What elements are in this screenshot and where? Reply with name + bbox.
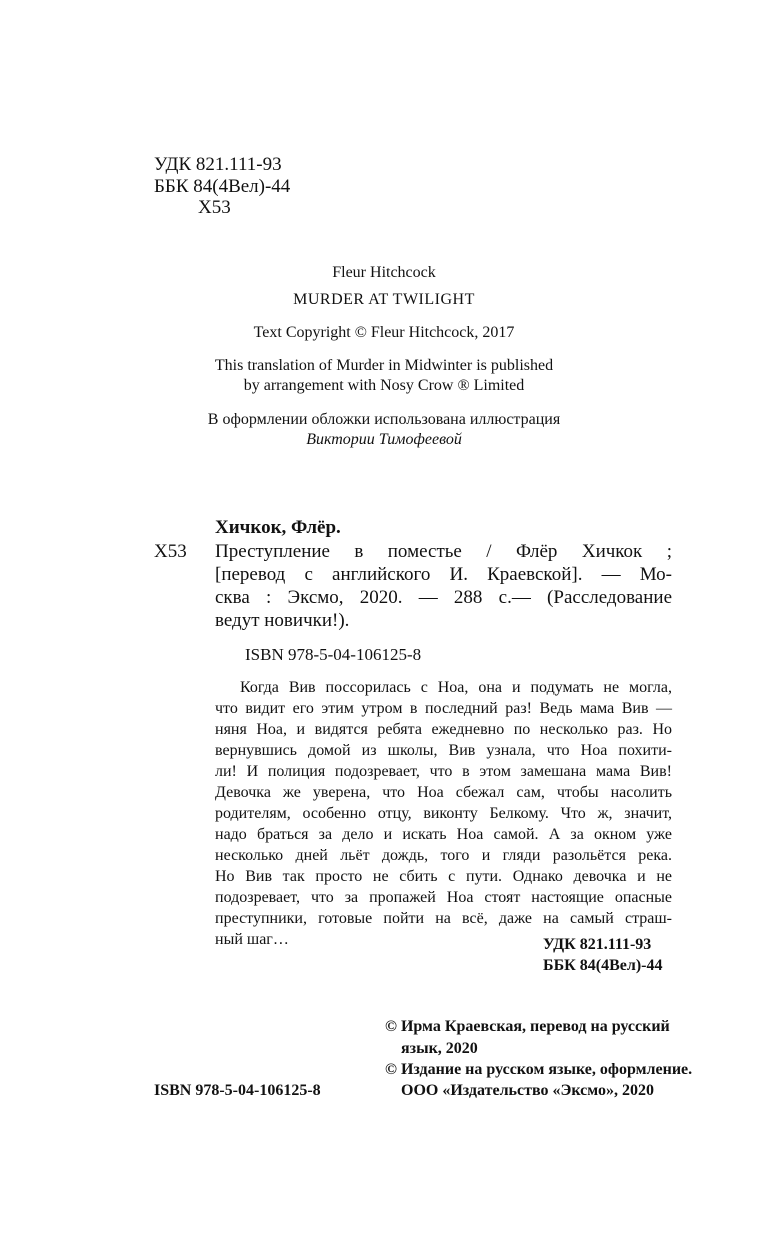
isbn-bottom: ISBN 978-5-04-106125-8 bbox=[154, 1082, 321, 1099]
annotation-line: подозревает, что за пропажей Ноа стоят настоящие опасные bbox=[215, 889, 672, 906]
catalog-author-mark: Х53 bbox=[154, 541, 187, 562]
original-author: Fleur Hitchcock bbox=[332, 264, 436, 281]
annotation-line: вернувшись домой из школы, Вив узнала, что Ноа похити- bbox=[215, 742, 672, 759]
annotation-line: ли! И полиция подозревает, что в этом замешана мама Вив! bbox=[215, 763, 672, 780]
cover-note-line2: Виктории Тимофеевой bbox=[306, 431, 462, 448]
original-title: MURDER AT TWILIGHT bbox=[293, 291, 475, 308]
text-copyright: Text Copyright © Fleur Hitchcock, 2017 bbox=[253, 324, 515, 341]
catalog-desc-line: Преступление в поместье / Флёр Хичкок ; bbox=[215, 541, 672, 562]
edition-copyright-line1: © Издание на русском языке, оформление. bbox=[385, 1061, 693, 1078]
catalog-heading: Хичкок, Флёр. bbox=[215, 517, 341, 538]
translation-copyright-line1: © Ирма Краевская, перевод на русский bbox=[385, 1018, 670, 1035]
annotation-line: Но Вив так просто не сбить с пути. Однако девочка и не bbox=[215, 868, 672, 885]
annotation-line: Девочка же уверена, что Ноа сбежал сам, чтобы насолить bbox=[215, 784, 672, 801]
author-mark-top: Х53 bbox=[198, 197, 231, 218]
catalog-isbn: ISBN 978-5-04-106125-8 bbox=[245, 645, 422, 664]
translation-note-line1: This translation of Murder in Midwinter is published bbox=[214, 357, 554, 374]
catalog-desc-line: ведут новички!). bbox=[215, 610, 350, 631]
catalog-desc-line: [перевод с английского И. Краевской]. — Мо- bbox=[215, 564, 672, 585]
annotation-line: Когда Вив поссорилась с Ноа, она и подумать не могла, bbox=[240, 679, 672, 696]
annotation-line: преступники, готовые пойти на всё, даже на самый страш- bbox=[215, 910, 672, 927]
translation-copyright-line2: язык, 2020 bbox=[401, 1040, 478, 1057]
bbk-code-top: ББК 84(4Вел)-44 bbox=[154, 176, 291, 197]
annotation-line: надо браться за дело и искать Ноа самой. А за окном уже bbox=[215, 826, 672, 843]
annotation-line: несколько дней льёт дождь, того и гляди разольётся река. bbox=[215, 847, 672, 864]
catalog-desc-line: сква : Эксмо, 2020. — 288 с.— (Расследование bbox=[215, 587, 672, 608]
udk-code-bottom: УДК 821.111-93 bbox=[543, 936, 652, 953]
udk-code-top: УДК 821.111-93 bbox=[154, 154, 282, 175]
annotation-line: родителям, особенно отцу, виконту Белкому. Что ж, значит, bbox=[215, 805, 672, 822]
annotation-line: ный шаг… bbox=[215, 931, 289, 948]
annotation-line: что видит его этим утром в последний раз! Ведь мама Вив — bbox=[215, 700, 672, 717]
translation-note-line2: by arrangement with Nosy Crow ® Limited bbox=[243, 377, 525, 394]
bbk-code-bottom: ББК 84(4Вел)-44 bbox=[543, 957, 663, 974]
annotation-line: няня Ноа, и видятся ребята ежедневно по несколько раз. Но bbox=[215, 721, 672, 738]
edition-copyright-line2: ООО «Издательство «Эксмо», 2020 bbox=[401, 1082, 654, 1099]
cover-note-line1: В оформлении обложки использована иллюстрация bbox=[207, 411, 561, 428]
